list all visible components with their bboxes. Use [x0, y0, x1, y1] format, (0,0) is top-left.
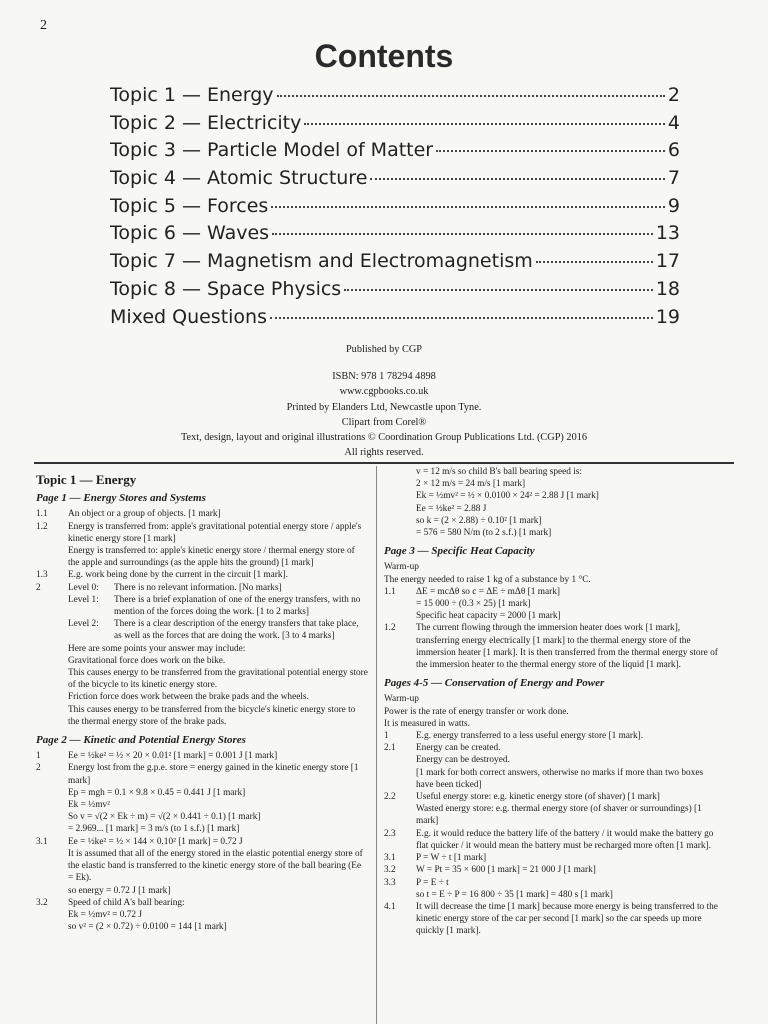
level-row: [36, 618, 368, 642]
answer-text: ΔE = mcΔθ so c = ΔE ÷ mΔθ [1 mark]: [416, 586, 560, 597]
table-of-contents: [110, 84, 680, 333]
toc-leader-dots: [271, 206, 665, 208]
answer-text: Ek = ½mv² = 0.72 J: [68, 909, 142, 920]
question-number: 2.2: [384, 792, 396, 803]
answer-text: Friction force does work between the brake pads and the wheels.: [68, 692, 309, 703]
answer-text: so energy = 0.72 J [1 mark]: [68, 885, 171, 896]
answer-text: Energy can be destroyed.: [416, 755, 510, 766]
toc-entry-title: Topic 2 — Electricity: [110, 111, 302, 134]
toc-entry-page: 6: [667, 139, 680, 162]
answer-text: Energy is transferred from: apple's gravitational potential energy store / apple's kinetic energy store [1 mark]: [68, 521, 362, 544]
question-number: 2: [36, 582, 41, 593]
imprint-line: Text, design, layout and original illustrations © Coordination Group Publications Ltd. (CGP) 2016: [180, 432, 588, 444]
toc-entry-page: 17: [655, 250, 680, 273]
toc-leader-dots: [344, 289, 653, 291]
level-row: [36, 594, 368, 618]
question-number: 2.3: [384, 828, 396, 839]
answer-text: Ee = ½ke² = 2.88 J: [416, 503, 487, 514]
question-number: 1.2: [384, 623, 396, 634]
level-descriptor: [68, 618, 368, 642]
toc-entry-title: Topic 4 — Atomic Structure: [110, 167, 368, 190]
answer-text: v = 12 m/s so child B's ball bearing speed is:: [416, 467, 582, 477]
imprint-line: [0, 357, 768, 369]
answer-text: so t = E ÷ P = 16 800 ÷ 35 [1 mark] = 480 s [1 mark]: [416, 889, 613, 900]
question-number: [36, 618, 68, 642]
toc-entry: [110, 167, 680, 195]
answer-text: Here are some points your answer may include:: [68, 643, 246, 654]
toc-entry-page: 19: [655, 305, 680, 328]
question-number: 1.1: [384, 586, 396, 597]
question-number: 2: [36, 763, 41, 774]
question-number: 3.1: [36, 836, 48, 847]
toc-entry-title: Topic 3 — Particle Model of Matter: [110, 139, 434, 162]
toc-entry-title: Topic 1 — Energy: [110, 84, 274, 106]
toc-entry: [110, 139, 680, 167]
level-row: [36, 582, 368, 594]
answer-text: This causes energy to be transferred from the gravitational potential energy store of the bicycle to its kinetic energy store.: [68, 668, 368, 691]
question-number: 3.2: [36, 897, 48, 908]
toc-entry-title: Topic 6 — Waves: [110, 222, 270, 245]
level-label: Level 1:: [68, 594, 99, 605]
answer-text: It will decrease the time [1 mark] because more energy is being transferred to the kinetic energy store of the car per second [1 mark] so the car speeds up more quickly [1 mark].: [416, 901, 718, 937]
level-label: Level 2:: [68, 619, 99, 630]
answer-text: Gravitational force does work on the bike.: [68, 655, 226, 666]
answer-line: [384, 828, 720, 852]
answer-line: [384, 730, 720, 742]
answer-section-heading: Pages 4-5 — Conservation of Energy and Power: [384, 677, 605, 690]
answer-text: The energy needed to raise 1 kg of a substance by 1 °C.: [384, 574, 591, 585]
topic-heading: Topic 1 — Energy: [36, 472, 137, 487]
contents-title: Contents: [314, 38, 454, 74]
level-text: There is no relevant information. [No marks]: [114, 582, 282, 593]
toc-leader-dots: [270, 317, 653, 319]
imprint-line: Printed by Elanders Ltd, Newcastle upon Tyne.: [286, 401, 482, 413]
answers-left-column: [36, 474, 368, 933]
question-number: 1: [384, 731, 389, 742]
answer-text: Ee = ½ke² = ½ × 20 × 0.01² [1 mark] = 0.001 J [1 mark]: [68, 751, 278, 762]
answer-line: [384, 864, 720, 876]
page-number: 2: [40, 18, 47, 33]
question-number: 1: [36, 751, 41, 762]
imprint-line: All rights reserved.: [344, 447, 424, 459]
question-number: 3.3: [384, 877, 396, 888]
answer-text: 2 × 12 m/s = 24 m/s [1 mark]: [416, 479, 526, 490]
toc-entry: [110, 278, 680, 306]
level-text: There is a brief explanation of one of the energy transfers, with no mention of the forces doing the work. [1 to 2 marks]: [114, 594, 361, 618]
answer-line: [36, 508, 368, 520]
answer-text: An object or a group of objects. [1 mark]: [68, 509, 221, 520]
answer-text: E.g. work being done by the current in the circuit [1 mark].: [68, 570, 288, 581]
answer-line: [384, 742, 720, 754]
toc-entry: [110, 250, 680, 278]
toc-entry-page: 13: [655, 222, 680, 245]
toc-leader-dots: [536, 261, 653, 263]
toc-leader-dots: [304, 123, 665, 125]
answer-line: [36, 750, 368, 762]
answer-line: [36, 521, 368, 545]
toc-entry-title: Topic 7 — Magnetism and Electromagnetism: [110, 250, 533, 273]
answer-text: Ep = mgh = 0.1 × 9.8 × 0.45 = 0.441 J [1 mark]: [68, 787, 246, 798]
toc-entry: [110, 84, 680, 112]
toc-entry-page: 4: [667, 111, 680, 134]
answer-section-heading: Page 2 — Kinetic and Potential Energy Stores: [36, 734, 246, 747]
answer-text: so k = (2 × 2.88) ÷ 0.10² [1 mark]: [416, 515, 542, 526]
question-number: 1.1: [36, 509, 48, 520]
toc-entry: [110, 195, 680, 223]
question-number: 1.3: [36, 570, 48, 581]
answer-text: Ee = ½ke² = ½ × 144 × 0.10² [1 mark] = 0.72 J: [68, 836, 243, 847]
imprint-line: ISBN: 978 1 78294 4898: [332, 371, 436, 383]
answer-line: [36, 836, 368, 848]
answer-line: [36, 762, 368, 786]
answer-text: = 2.969... [1 mark] = 3 m/s (to 1 s.f.) [1 mark]: [68, 824, 240, 835]
answer-text: Warm-up: [384, 562, 419, 573]
toc-entry-page: 18: [655, 277, 680, 300]
toc-entry: [110, 222, 680, 250]
answer-text: W = Pt = 35 × 600 [1 mark] = 21 000 J [1 mark]: [416, 865, 596, 876]
answer-text: = 15 000 ÷ (0.3 × 25) [1 mark]: [416, 599, 531, 610]
level-text: There is a clear description of the energy transfers that take place, as well as the forces that are doing the work. [3 to 4 marks]: [114, 619, 359, 642]
toc-entry-page: 9: [667, 194, 680, 217]
publisher-imprint: [0, 342, 768, 460]
answer-text: Speed of child A's ball bearing:: [68, 897, 185, 908]
answer-text: Energy can be created.: [416, 743, 501, 754]
answer-text: Power is the rate of energy transfer or work done.: [384, 706, 569, 717]
answer-line: [36, 569, 368, 581]
answer-line: [384, 877, 720, 889]
answer-line: [384, 901, 720, 938]
question-number: 2.1: [384, 743, 396, 754]
answer-line: [384, 586, 720, 598]
answer-text: So v = √(2 × Ek ÷ m) = √(2 × 0.441 ÷ 0.1) [1 mark]: [68, 812, 261, 823]
answer-text: Wasted energy store: e.g. thermal energy store (of shaver or surroundings) [1 mark]: [416, 804, 702, 827]
imprint-line: Clipart from Corel®: [341, 416, 427, 428]
answer-section-heading: Page 1 — Energy Stores and Systems: [36, 492, 206, 505]
answer-text: [1 mark for both correct answers, otherwise no marks if more than two boxes have been ticked]: [416, 767, 704, 790]
answer-line: [36, 897, 368, 909]
answer-text: P = E ÷ t: [416, 877, 449, 888]
imprint-line: www.cgpbooks.co.uk: [339, 386, 429, 398]
toc-leader-dots: [277, 95, 665, 97]
toc-leader-dots: [436, 150, 665, 152]
answer-text: E.g. energy transferred to a less useful energy store [1 mark].: [416, 731, 644, 742]
answers-right-column: [384, 466, 720, 938]
imprint-line: Published by CGP: [345, 344, 423, 355]
toc-entry-title: Mixed Questions: [110, 305, 268, 328]
answer-text: It is measured in watts.: [384, 718, 470, 729]
answer-line: [384, 852, 720, 864]
column-divider: [376, 466, 377, 1024]
toc-leader-dots: [370, 178, 665, 180]
answer-text: It is assumed that all of the energy stored in the elastic potential energy store of the elastic band is transferred to the kinetic energy store of the ball bearing (Ee = Ek).: [68, 848, 363, 884]
question-number: 4.1: [384, 901, 396, 912]
answer-text: so v² = (2 × 0.72) ÷ 0.0100 = 144 [1 mark]: [68, 922, 227, 933]
toc-entry-page: 2: [667, 84, 680, 106]
question-number: 3.2: [384, 865, 396, 876]
answer-text: Specific heat capacity = 2000 [1 mark]: [416, 611, 561, 622]
question-number: 3.1: [384, 853, 396, 864]
answer-text: Ek = ½mv² = ½ × 0.0100 × 24² = 2.88 J [1 mark]: [416, 491, 599, 502]
answer-text: The current flowing through the immersion heater does work [1 mark], transferring energy electrically [1 mark] to the thermal energy store of the immersion heater [1 mark]. It is then transferred from the thermal energy store of the immersion heater to the thermal energy store of the liquid [1 mark].: [416, 623, 718, 671]
section-divider: [34, 462, 734, 464]
answer-text: P = W ÷ t [1 mark]: [416, 853, 487, 864]
answer-text: Ek = ½mv²: [68, 800, 110, 811]
toc-leader-dots: [272, 233, 653, 235]
level-label: Level 0:: [68, 582, 99, 593]
answer-line: [384, 791, 720, 803]
answer-line: [384, 622, 720, 671]
answer-text: Warm-up: [384, 694, 419, 705]
answer-section-heading: Page 3 — Specific Heat Capacity: [384, 545, 535, 558]
toc-entry: [110, 306, 680, 334]
level-descriptor: [68, 582, 368, 594]
answer-text: Energy lost from the g.p.e. store = energy gained in the kinetic energy store [1 mark]: [68, 763, 359, 786]
question-number: [36, 594, 68, 618]
answer-text: This causes energy to be transferred from the bicycle's kinetic energy store to the thermal energy store of the brake pads.: [68, 704, 356, 727]
toc-entry: [110, 112, 680, 140]
answer-text: E.g. it would reduce the battery life of the battery / it would make the battery go flat quicker / it would mean the battery must be recharged more often [1 mark].: [416, 828, 714, 851]
toc-entry-title: Topic 8 — Space Physics: [110, 277, 342, 300]
toc-entry-page: 7: [667, 167, 680, 190]
level-descriptor: [68, 594, 368, 618]
toc-entry-title: Topic 5 — Forces: [110, 194, 269, 217]
answer-text: Useful energy store: e.g. kinetic energy store (of shaver) [1 mark]: [416, 792, 660, 803]
answer-text: = 576 = 580 N/m (to 2 s.f.) [1 mark]: [416, 528, 552, 539]
answer-text: Energy is transferred to: apple's kinetic energy store / thermal energy store of the apple and surroundings (as the apple hits the ground) [1 mark]: [68, 546, 355, 569]
question-number: 1.2: [36, 521, 48, 532]
